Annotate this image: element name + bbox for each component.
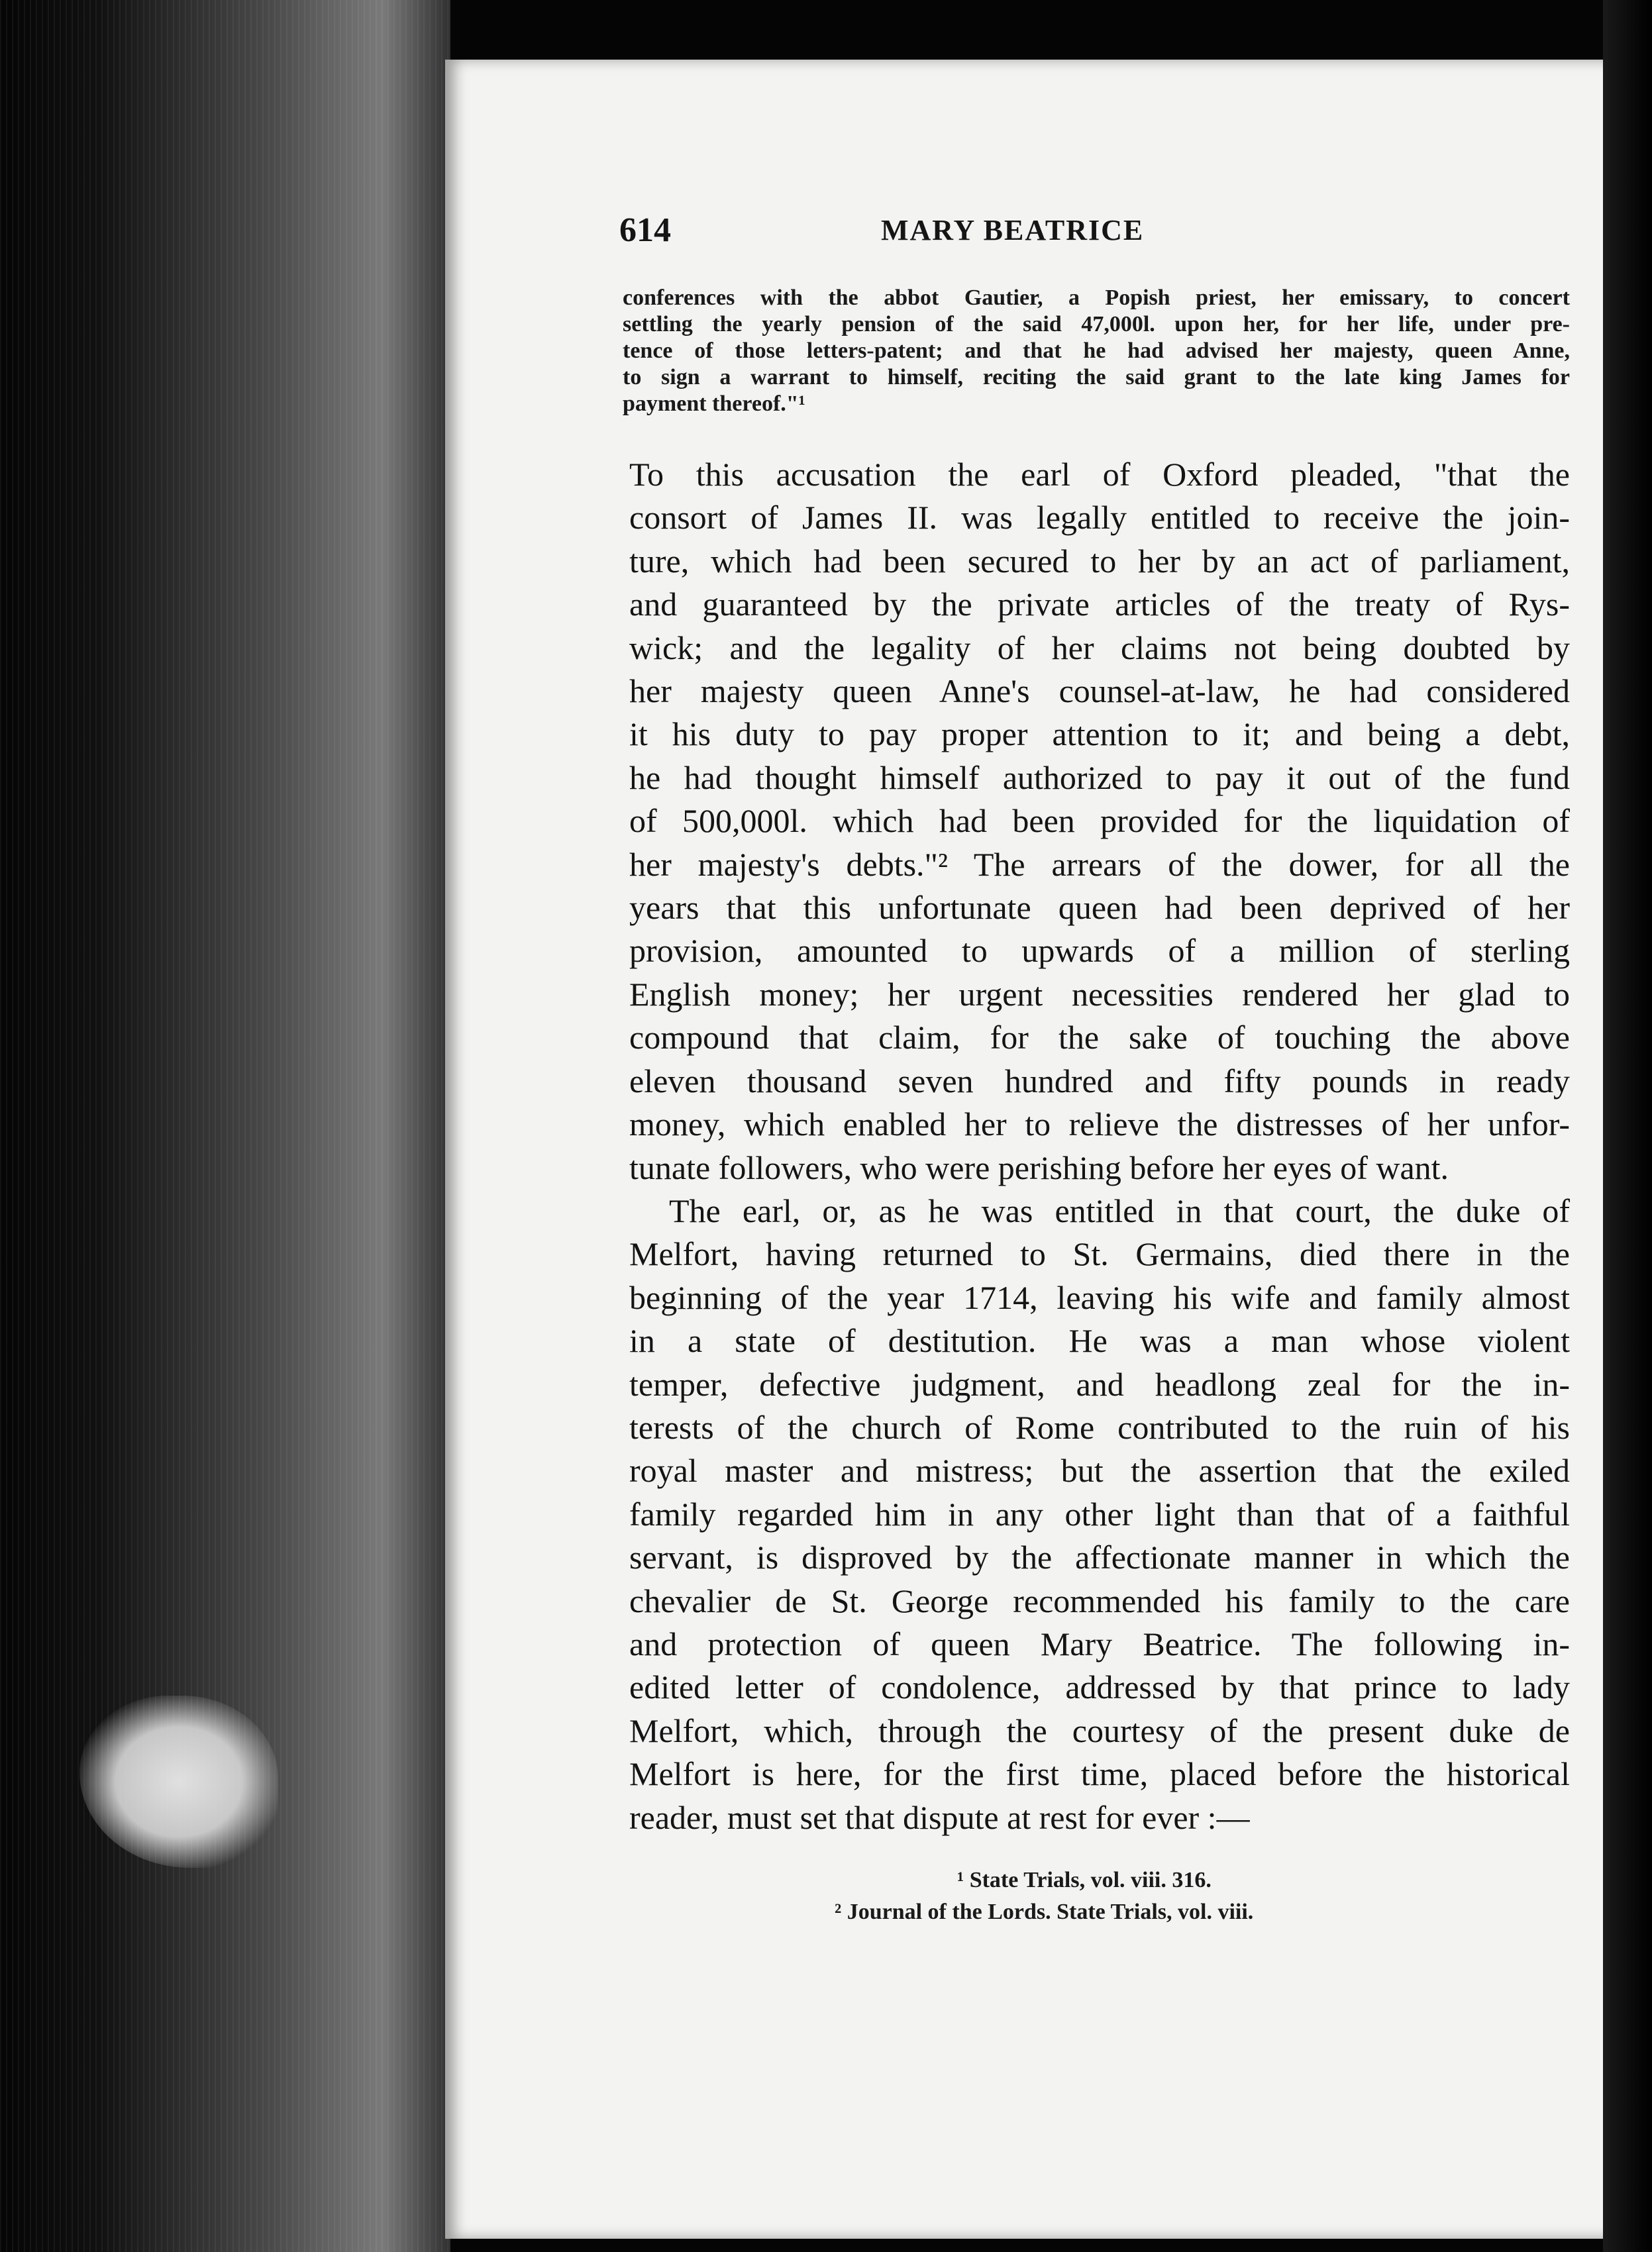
footnote-1: ¹ State Trials, vol. viii. 316. xyxy=(957,1868,1212,1892)
quote-line: conferences with the abbot Gautier, a Popish priest, her emissary, to concert xyxy=(623,285,1570,310)
body-line: tunate followers, who were perishing before her eyes of want. xyxy=(629,1149,1449,1186)
body-line: in a state of destitution. He was a man whose violent xyxy=(629,1322,1570,1360)
quote-line: payment thereof."¹ xyxy=(623,391,805,416)
body-line: Melfort, which, through the courtesy of the present duke de xyxy=(629,1712,1570,1749)
body-line: English money; her urgent necessities rendered her glad to xyxy=(629,975,1570,1013)
body-line: Melfort, having returned to St. Germains, died there in the xyxy=(629,1235,1570,1273)
body-line: edited letter of condolence, addressed by that prince to lady xyxy=(629,1668,1570,1706)
running-title: MARY BEATRICE xyxy=(881,214,1145,246)
footnotes xyxy=(795,1865,1457,1928)
body-line: reader, must set that dispute at rest for ever :— xyxy=(629,1798,1250,1836)
body-line: ture, which had been secured to her by an act of parliament, xyxy=(629,542,1570,580)
body-line: her majesty's debts."² The arrears of the dower, for all the xyxy=(629,845,1570,883)
body-line: temper, defective judgment, and headlong zeal for the in- xyxy=(629,1365,1570,1403)
body-line: beginning of the year 1714, leaving his wife and family almost xyxy=(629,1278,1570,1316)
body-line: royal master and mistress; but the assertion that the exiled xyxy=(629,1452,1570,1490)
body-line: and protection of queen Mary Beatrice. The following in- xyxy=(629,1625,1570,1663)
book-spine xyxy=(0,0,450,2252)
body-line: provision, amounted to upwards of a million of sterling xyxy=(629,932,1570,970)
body-line: The earl, or, as he was entitled in that court, the duke of xyxy=(669,1192,1570,1229)
body-line: To this accusation the earl of Oxford pleaded, "that the xyxy=(629,456,1570,493)
body-line: of 500,000l. which had been provided for the liquidation of xyxy=(629,802,1570,840)
body-line: years that this unfortunate queen had been deprived of her xyxy=(629,889,1570,927)
body-line: it his duty to pay proper attention to it; and being a debt, xyxy=(629,715,1570,753)
quote-line: tence of those letters-patent; and that he had advised her majesty, queen Anne, xyxy=(623,338,1570,363)
body-line: and guaranteed by the private articles of the treaty of Rys- xyxy=(629,586,1570,623)
body-line: her majesty queen Anne's counsel-at-law, he had considered xyxy=(629,672,1570,710)
footnote-2: ² Journal of the Lords. State Trials, vol. viii. xyxy=(835,1900,1254,1924)
body-line: chevalier de St. George recommended his family to the care xyxy=(629,1582,1570,1619)
page-number: 614 xyxy=(619,211,671,249)
paper-stain xyxy=(79,1696,278,1868)
quote-line: to sign a warrant to himself, reciting the said grant to the late king James for xyxy=(623,365,1570,389)
quoted-passage xyxy=(623,285,1570,417)
body-line: wick; and the legality of her claims not being doubted by xyxy=(629,629,1570,666)
body-line: compound that claim, for the sake of touching the above xyxy=(629,1019,1570,1056)
body-line: servant, is disproved by the affectionate manner in which the xyxy=(629,1539,1570,1576)
page-edge-shadow xyxy=(1603,0,1652,2252)
body-line: consort of James II. was legally entitled to receive the join- xyxy=(629,499,1570,537)
body-line: money, which enabled her to relieve the distresses of her unfor- xyxy=(629,1105,1570,1143)
body-text xyxy=(629,453,1570,1839)
body-line: family regarded him in any other light than that of a faithful xyxy=(629,1495,1570,1533)
body-line: eleven thousand seven hundred and fifty pounds in ready xyxy=(629,1062,1570,1100)
body-line: terests of the church of Rome contributed to the ruin of his xyxy=(629,1408,1570,1446)
body-line: he had thought himself authorized to pay it out of the fund xyxy=(629,758,1570,796)
body-line: Melfort is here, for the first time, placed before the historical xyxy=(629,1755,1570,1793)
page-header xyxy=(619,211,1570,257)
quote-line: settling the yearly pension of the said 47,000l. upon her, for her life, under pre- xyxy=(623,312,1570,336)
